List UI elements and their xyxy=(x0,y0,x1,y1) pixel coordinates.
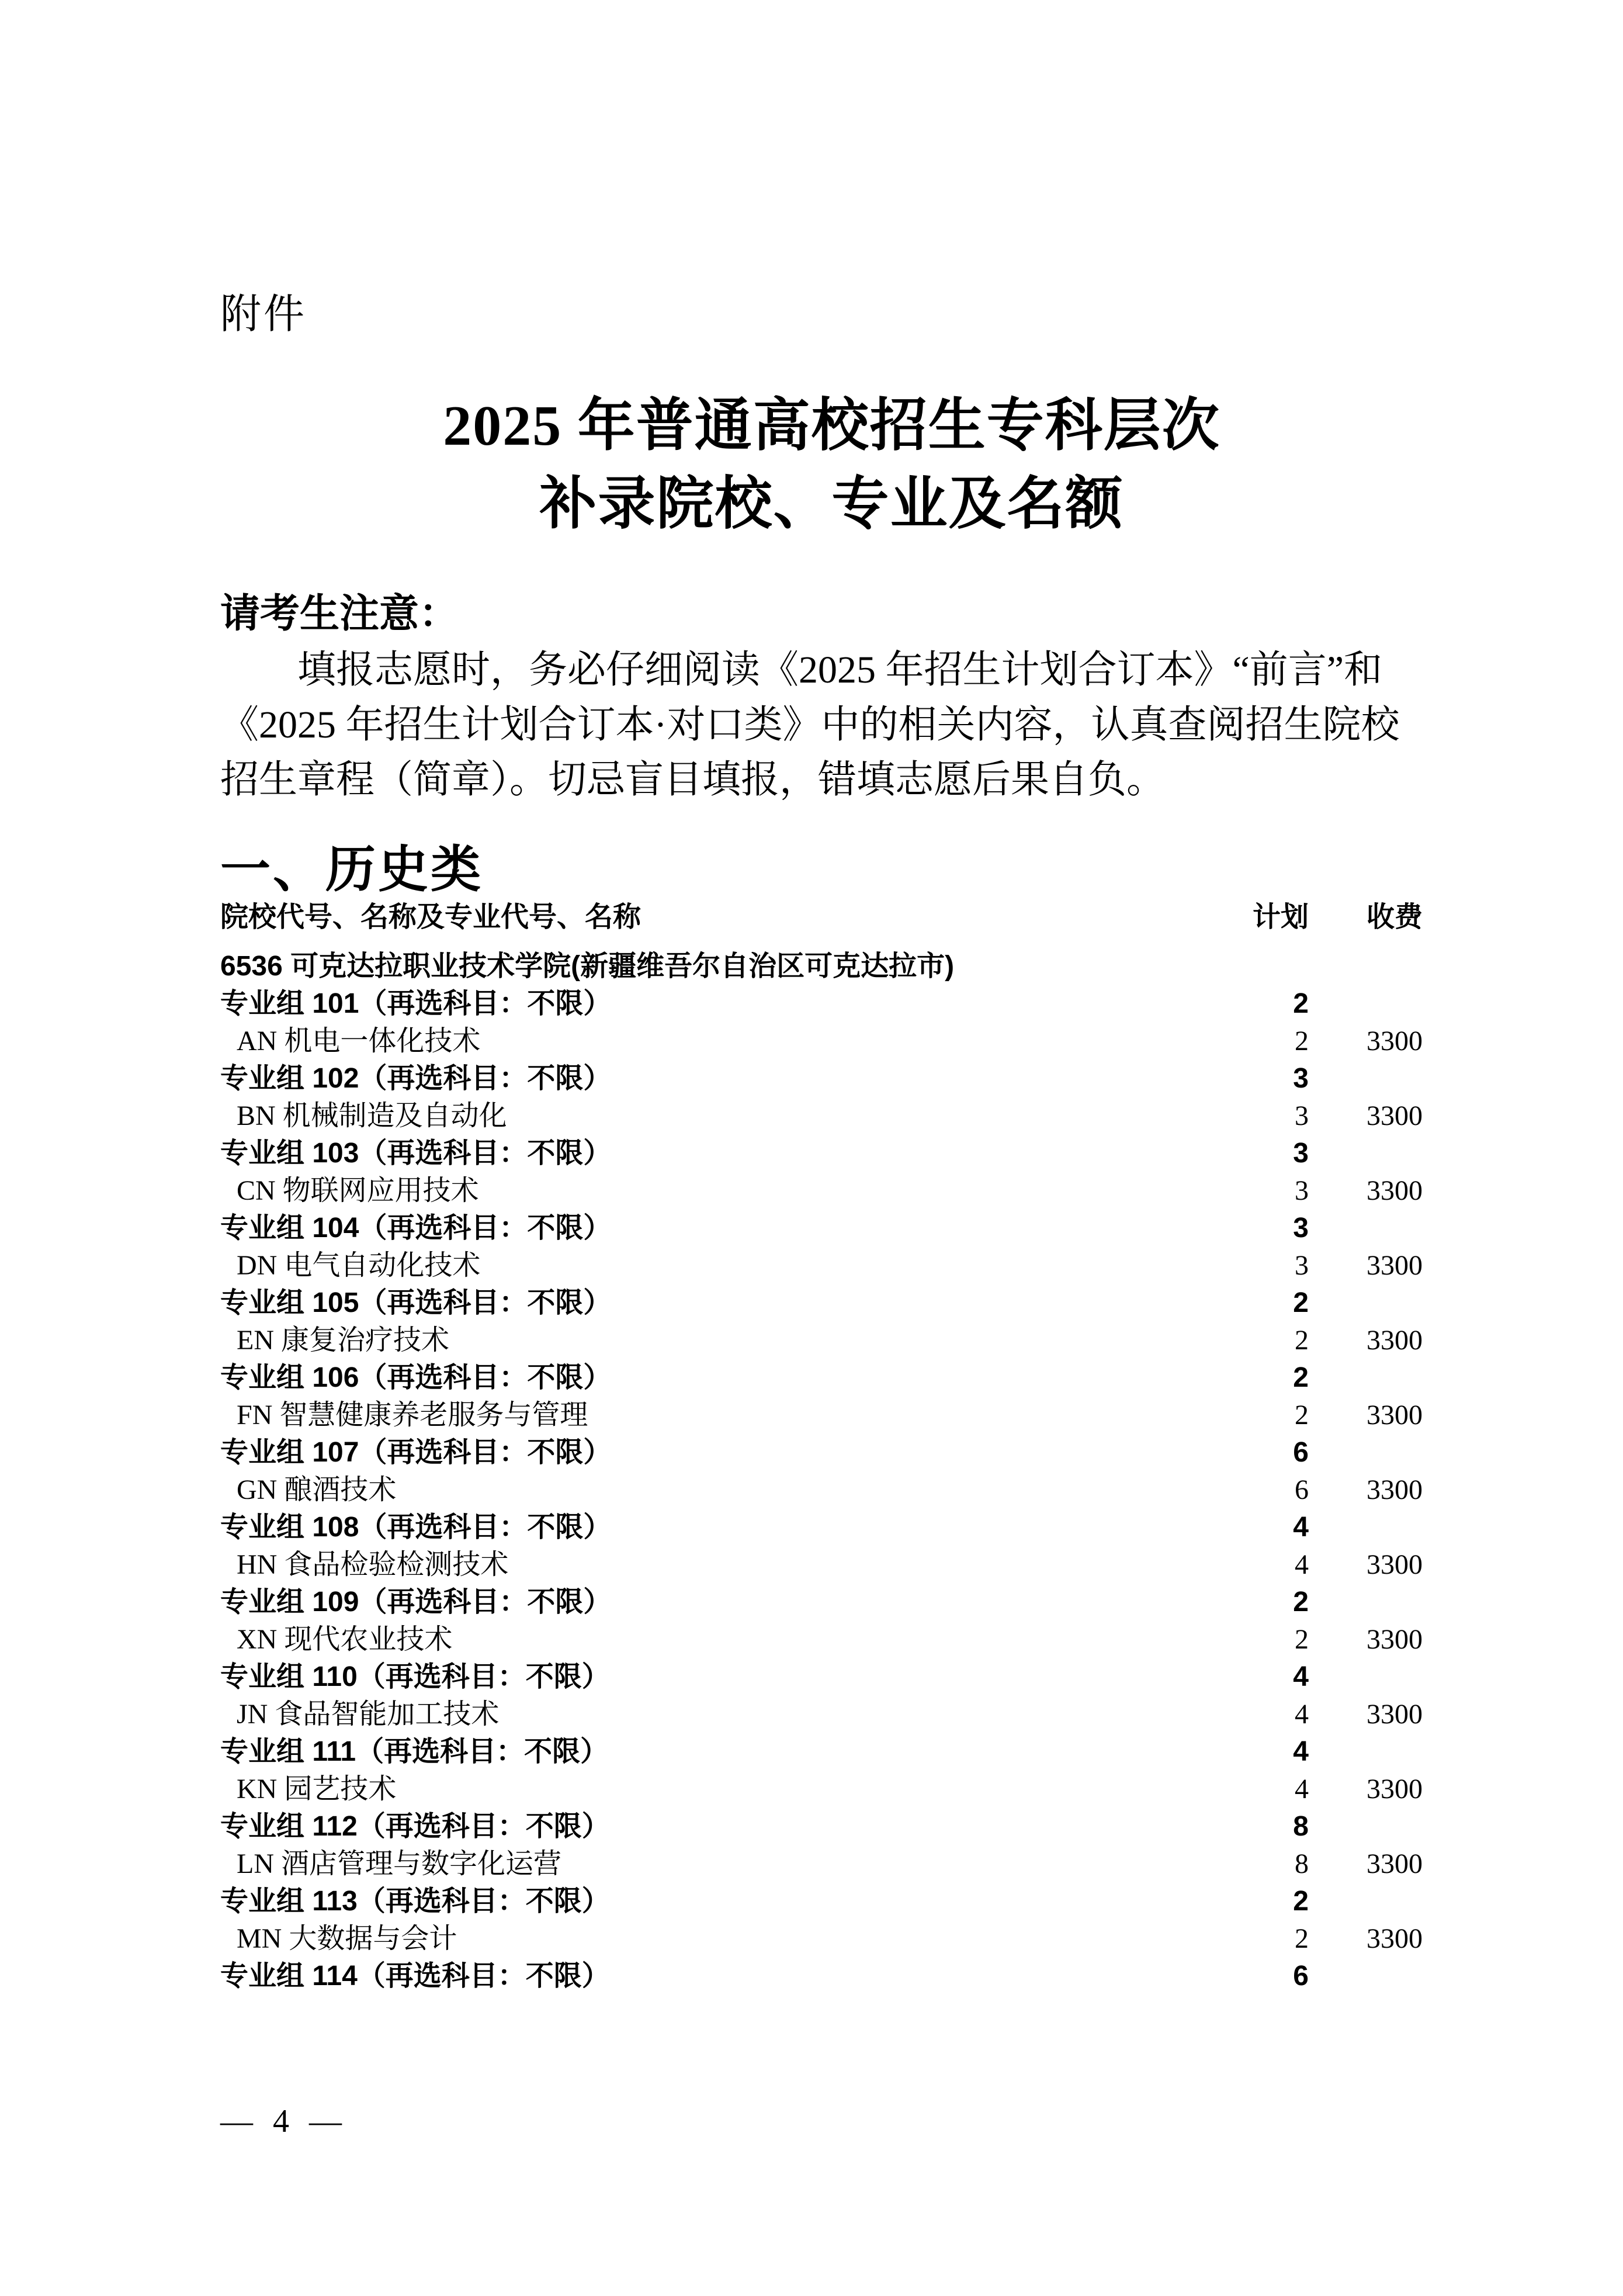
row-plan-count: 4 xyxy=(1295,1774,1309,1805)
row-fee: 3300 xyxy=(1367,1250,1423,1281)
document-title-line1: 2025 年普通高校招生专科层次 xyxy=(443,394,1220,458)
row-name: 专业组 114（再选科目：不限） xyxy=(220,1961,610,1992)
row-fee: 3300 xyxy=(1367,1699,1423,1730)
table-row-major xyxy=(220,1322,1443,1359)
row-name: HN 食品检验检测技术 xyxy=(237,1549,509,1580)
table-row-major xyxy=(220,1920,1443,1958)
column-header-name: 院校代号、名称及专业代号、名称 xyxy=(220,902,641,933)
row-plan-count: 8 xyxy=(1293,1811,1309,1842)
table-row-group xyxy=(220,1359,1443,1397)
row-fee: 3300 xyxy=(1367,1774,1423,1805)
table-row-group xyxy=(220,1434,1443,1471)
row-name: 专业组 112（再选科目：不限） xyxy=(220,1811,610,1842)
table-row-group xyxy=(220,1284,1443,1322)
table-row-major xyxy=(220,1172,1443,1210)
row-plan-count: 2 xyxy=(1295,1923,1309,1954)
notice-line-3: 招生章程（简章）。切忌盲目填报，错填志愿后果自负。 xyxy=(220,759,1165,801)
row-name: 专业组 108（再选科目：不限） xyxy=(220,1512,612,1543)
row-name: FN 智慧健康养老服务与管理 xyxy=(237,1400,588,1431)
row-fee: 3300 xyxy=(1367,1100,1423,1131)
row-plan-count: 2 xyxy=(1295,1026,1309,1057)
enrollment-table xyxy=(220,948,1443,1995)
column-header-fee: 收费 xyxy=(1366,902,1423,933)
notice-paragraph xyxy=(220,643,1443,808)
row-name: GN 酿酒技术 xyxy=(237,1474,397,1505)
row-plan-count: 2 xyxy=(1293,988,1309,1019)
row-name: XN 现代农业技术 xyxy=(237,1624,453,1655)
row-plan-count: 2 xyxy=(1295,1624,1309,1655)
table-row-major xyxy=(220,1023,1443,1060)
row-plan-count: 3 xyxy=(1295,1250,1309,1281)
table-row-group xyxy=(220,1135,1443,1172)
page-number: — 4 — xyxy=(220,2103,348,2139)
table-header-row xyxy=(220,899,1443,936)
column-header-plan: 计划 xyxy=(1252,902,1309,933)
table-row-major xyxy=(220,1845,1443,1883)
row-name: 专业组 101（再选科目：不限） xyxy=(220,988,612,1019)
row-plan-count: 2 xyxy=(1295,1400,1309,1431)
attachment-label: 附件 xyxy=(220,291,307,337)
table-row-group xyxy=(220,1210,1443,1247)
table-row-group xyxy=(220,1584,1443,1621)
table-row-major xyxy=(220,1621,1443,1658)
row-fee: 3300 xyxy=(1367,1923,1423,1954)
row-plan-count: 4 xyxy=(1293,1736,1309,1767)
row-fee: 3300 xyxy=(1367,1325,1423,1356)
row-plan-count: 4 xyxy=(1295,1699,1309,1730)
notice-line-1: 填报志愿时，务必仔细阅读《2025 年招生计划合订本》“前言”和 xyxy=(297,649,1383,691)
table-row-major xyxy=(220,1397,1443,1434)
document-title xyxy=(220,387,1443,543)
table-row-group xyxy=(220,1808,1443,1845)
row-plan-count: 3 xyxy=(1295,1100,1309,1131)
row-plan-count: 4 xyxy=(1293,1512,1309,1543)
row-fee: 3300 xyxy=(1367,1474,1423,1505)
row-name: DN 电气自动化技术 xyxy=(237,1250,481,1281)
row-name: 专业组 105（再选科目：不限） xyxy=(220,1287,612,1318)
row-name: 专业组 103（再选科目：不限） xyxy=(220,1138,612,1169)
row-name: BN 机械制造及自动化 xyxy=(237,1100,507,1131)
table-row-major xyxy=(220,1247,1443,1284)
document-title-line2: 补录院校、专业及名额 xyxy=(539,473,1124,536)
row-fee: 3300 xyxy=(1367,1175,1423,1206)
row-plan-count: 2 xyxy=(1295,1325,1309,1356)
notice-line-2: 《2025 年招生计划合订本·对口类》中的相关内容，认真查阅招生院校 xyxy=(220,704,1400,746)
row-plan-count: 6 xyxy=(1293,1961,1309,1992)
row-name: LN 酒店管理与数字化运营 xyxy=(237,1848,561,1879)
table-row-group xyxy=(220,1883,1443,1920)
section-title-history: 一、历史类 xyxy=(220,841,483,898)
table-row-group xyxy=(220,1658,1443,1696)
table-row-group xyxy=(220,985,1443,1023)
table-row-major xyxy=(220,1471,1443,1509)
table-row-group xyxy=(220,1509,1443,1546)
row-name: 专业组 106（再选科目：不限） xyxy=(220,1362,612,1393)
row-name: EN 康复治疗技术 xyxy=(237,1325,449,1356)
row-plan-count: 4 xyxy=(1293,1661,1309,1692)
row-fee: 3300 xyxy=(1367,1848,1423,1879)
row-name: 专业组 110（再选科目：不限） xyxy=(220,1661,610,1692)
row-plan-count: 3 xyxy=(1293,1138,1309,1169)
row-name: JN 食品智能加工技术 xyxy=(237,1699,500,1730)
table-row-major xyxy=(220,1546,1443,1584)
row-name: AN 机电一体化技术 xyxy=(237,1026,481,1057)
row-fee: 3300 xyxy=(1367,1400,1423,1431)
table-row-major xyxy=(220,1097,1443,1135)
table-row-group xyxy=(220,1060,1443,1097)
notice-heading: 请考生注意： xyxy=(220,591,459,636)
row-plan-count: 3 xyxy=(1293,1063,1309,1094)
table-row-group xyxy=(220,1733,1443,1771)
row-plan-count: 6 xyxy=(1293,1437,1309,1468)
table-row-major xyxy=(220,1771,1443,1808)
row-fee: 3300 xyxy=(1367,1549,1423,1580)
table-row-school xyxy=(220,948,1443,985)
row-plan-count: 6 xyxy=(1295,1474,1309,1505)
row-plan-count: 2 xyxy=(1293,1287,1309,1318)
row-plan-count: 2 xyxy=(1293,1587,1309,1618)
row-plan-count: 4 xyxy=(1295,1549,1309,1580)
row-fee: 3300 xyxy=(1367,1624,1423,1655)
row-plan-count: 2 xyxy=(1293,1886,1309,1917)
row-name: 专业组 111（再选科目：不限） xyxy=(220,1736,609,1767)
row-name: KN 园艺技术 xyxy=(237,1774,397,1805)
row-name: 专业组 107（再选科目：不限） xyxy=(220,1437,612,1468)
row-name: 专业组 102（再选科目：不限） xyxy=(220,1063,612,1094)
row-fee: 3300 xyxy=(1367,1026,1423,1057)
row-name: 专业组 104（再选科目：不限） xyxy=(220,1213,612,1244)
row-plan-count: 3 xyxy=(1295,1175,1309,1206)
row-plan-count: 8 xyxy=(1295,1848,1309,1879)
row-plan-count: 2 xyxy=(1293,1362,1309,1393)
table-row-major xyxy=(220,1696,1443,1733)
row-name: 专业组 113（再选科目：不限） xyxy=(220,1886,610,1917)
row-name: 专业组 109（再选科目：不限） xyxy=(220,1587,612,1618)
table-row-group xyxy=(220,1958,1443,1995)
row-name: 6536 可克达拉职业技术学院(新疆维吾尔自治区可克达拉市) xyxy=(220,951,955,982)
row-name: MN 大数据与会计 xyxy=(237,1923,457,1954)
row-plan-count: 3 xyxy=(1293,1213,1309,1244)
row-name: CN 物联网应用技术 xyxy=(237,1175,479,1206)
